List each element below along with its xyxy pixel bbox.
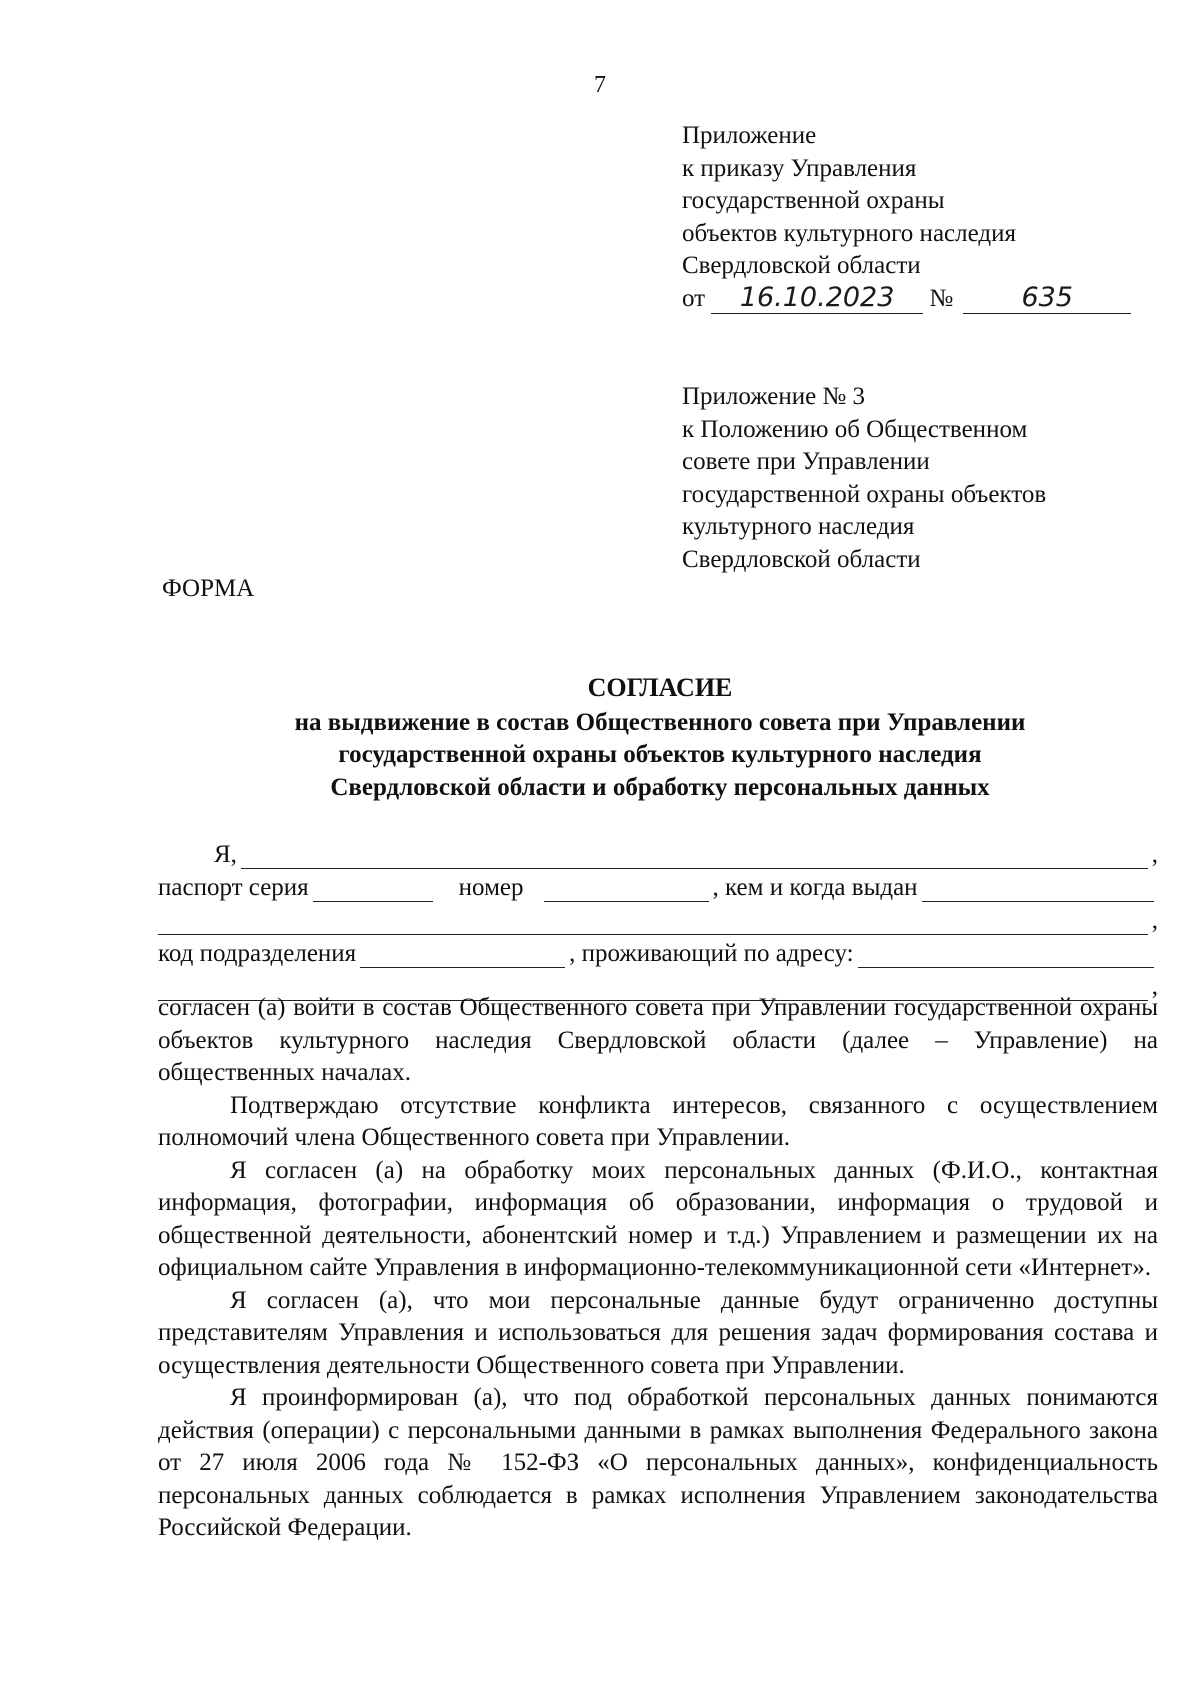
- paragraph: Я согласен (а), что мои персональные данные будут ограниченно доступны представителям Управления и использоваться для решения задач формирования состава и осуществления деятельности Общественного совета при Управлении.: [158, 1286, 1158, 1379]
- passport-row: [158, 869, 1158, 902]
- paragraph: согласен (а) войти в состав Общественного совета при Управлении государственной охраны объектов культурного наследия Свердловской области (далее – Управление) на общественных началах.: [158, 994, 1158, 1086]
- title-line: государственной охраны объектов культурного наследия: [338, 741, 982, 768]
- issued-continuation-row: [158, 902, 1158, 935]
- issued-by-field[interactable]: [922, 879, 1154, 902]
- issued-by-continuation-field[interactable]: [158, 912, 1148, 935]
- form-label: ФОРМА: [162, 575, 255, 602]
- issued-by-label: , кем и когда выдан: [712, 874, 918, 901]
- name-row: [158, 836, 1158, 869]
- consent-body: [158, 992, 1158, 1545]
- address-field[interactable]: [858, 945, 1154, 968]
- comma: ,: [1151, 841, 1158, 868]
- order-date-number-line: [682, 283, 1152, 316]
- passport-number-field[interactable]: [544, 879, 709, 902]
- attachment-line: совете при Управлении: [682, 448, 930, 475]
- passport-series-label: паспорт серия: [158, 874, 309, 901]
- comma: ,: [1151, 907, 1158, 934]
- attachment-line: Приложение № 3: [682, 383, 866, 410]
- attachment-line: культурного наследия: [682, 513, 915, 540]
- attachment-order-header: [682, 120, 1152, 315]
- handwritten-date: 16.10.2023: [711, 283, 923, 314]
- attachment-line: объектов культурного наследия: [682, 219, 1016, 247]
- division-code-field[interactable]: [360, 945, 565, 968]
- date-prefix: от: [682, 284, 706, 312]
- title-line: Свердловской области и обработку персональных данных: [330, 773, 990, 801]
- title-main: СОГЛАСИЕ: [587, 673, 733, 702]
- attachment-line: Приложение: [682, 122, 817, 149]
- paragraph: Я согласен (а) на обработку моих персональных данных (Ф.И.О., контактная информация, фотографии, информация об образовании, информация о трудовой и общественной деятельности, абонентский номер и т.д.) Управлением и размещении их на официальном сайте Управления в информационно-телекоммуникационной сети «Интернет».: [158, 1156, 1158, 1281]
- paragraph: Подтверждаю отсутствие конфликта интересов, связанного с осуществлением полномочий члена Общественного совета при Управлении.: [158, 1091, 1158, 1151]
- number-sign: №: [929, 284, 954, 312]
- attachment-line: к Положению об Общественном: [682, 415, 1028, 443]
- attachment-line: Свердловской области: [682, 545, 921, 573]
- paragraph: Я проинформирован (а), что под обработкой персональных данных понимаются действия (операции) с персональными данными в рамках выполнения Федерального закона от 27 июля 2006 года № 152-ФЗ «О персональных данных», конфиденциальность персональных данных соблюдается в рамках исполнения Управлением законодательства Российской Федерации.: [158, 1384, 1158, 1541]
- personal-info-fields: [158, 836, 1158, 1001]
- attachment-regulation-header: [682, 381, 1152, 576]
- division-row: [158, 935, 1158, 968]
- comma: ,: [1151, 973, 1158, 1000]
- attachment-line: к приказу Управления: [682, 154, 917, 182]
- handwritten-number: 635: [963, 283, 1131, 314]
- title-line: на выдвижение в состав Общественного совета при Управлении: [294, 708, 1026, 736]
- attachment-line: государственной охраны объектов: [682, 480, 1047, 508]
- i-label: Я,: [214, 841, 237, 868]
- passport-series-field[interactable]: [313, 879, 433, 902]
- page-number: 7: [594, 72, 606, 98]
- residing-label: , проживающий по адресу:: [569, 940, 854, 967]
- attachment-line: Свердловской области: [682, 252, 921, 279]
- attachment-line: государственной охраны: [682, 187, 945, 214]
- division-code-label: код подразделения: [158, 940, 357, 967]
- full-name-field[interactable]: [241, 846, 1148, 869]
- passport-number-label: номер: [458, 874, 524, 901]
- document-title: [150, 672, 1170, 804]
